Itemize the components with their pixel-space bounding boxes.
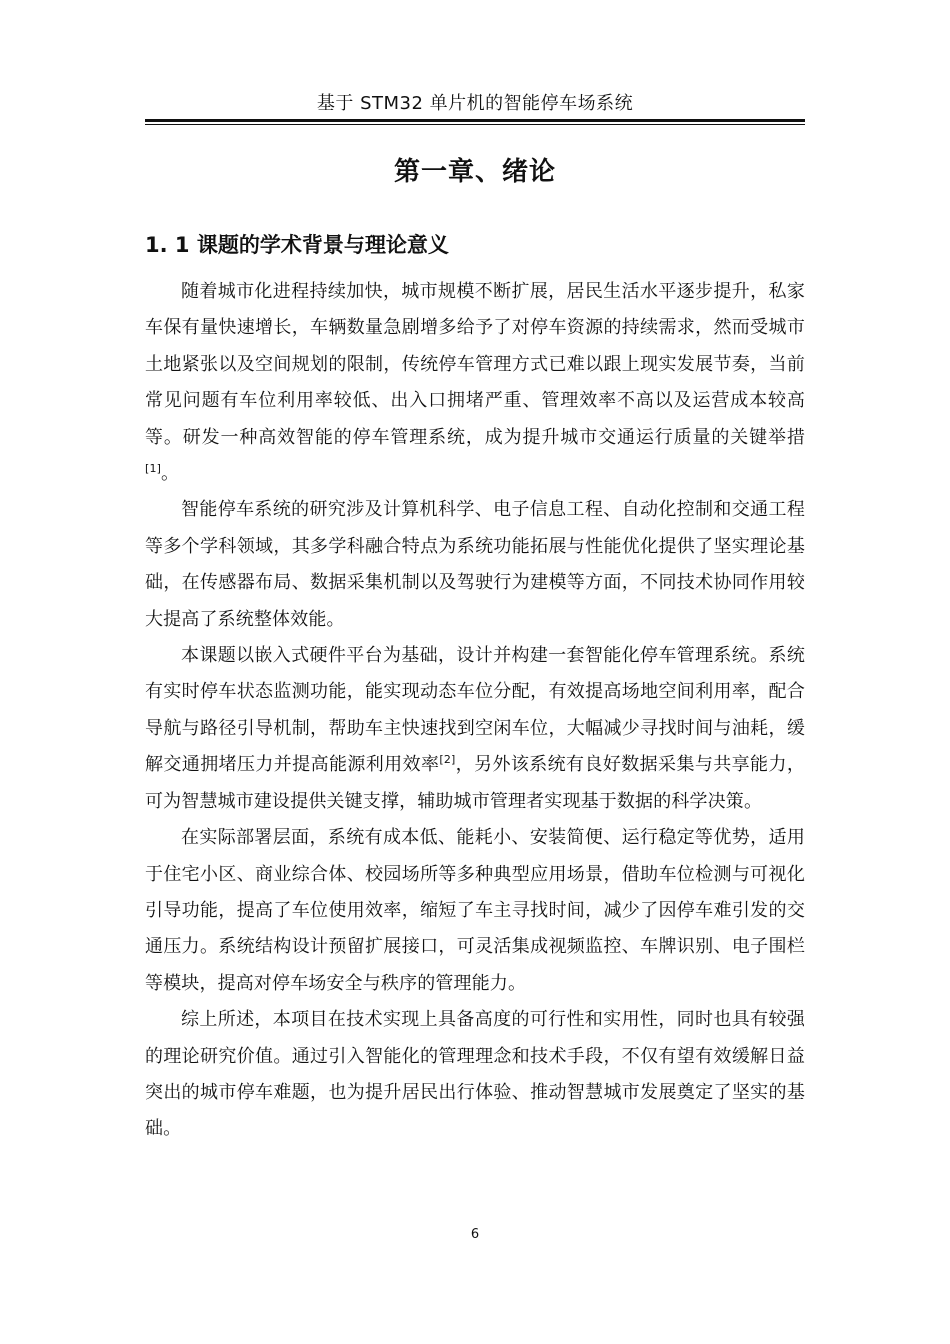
paragraph-1	[145, 274, 805, 492]
paragraph-1-tail: 。	[161, 463, 180, 485]
header-rule	[145, 119, 805, 122]
chapter-title: 第一章、绪论	[393, 157, 556, 187]
paragraph-5: 综上所述，本项目在技术实现上具备高度的可行性和实用性，同时也具有较强的理论研究价值。通过引入智能化的管理理念和技术手段，不仅有望有效缓解日益突出的城市停车难题，也为提升居民出行体验、推动智慧城市发展奠定了坚实的基础。	[145, 1009, 805, 1140]
page-number: 6	[470, 1227, 480, 1242]
header-rule-thin	[145, 124, 805, 125]
paragraph-3	[145, 638, 805, 820]
paragraph-2: 智能停车系统的研究涉及计算机科学、电子信息工程、自动化控制和交通工程等多个学科领域，其多学科融合特点为系统功能拓展与性能优化提供了坚实理论基础，在传感器布局、数据采集机制以及驾驶行为建模等方面，不同技术协同作用较大提高了系统整体效能。	[145, 499, 805, 630]
paragraph-3-text: 本课题以嵌入式硬件平台为基础，设计并构建一套智能化停车管理系统。系统有实时停车状态监测功能，能实现动态车位分配，有效提高场地空间利用率，配合导航与路径引导机制，帮助车主快速找到空闲车位，大幅减少寻找时间与油耗，缓解交通拥堵压力并提高能源利用效率	[145, 645, 805, 776]
paragraph-1-text: 随着城市化进程持续加快，城市规模不断扩展，居民生活水平逐步提升，私家车保有量快速增长，车辆数量急剧增多给予了对停车资源的持续需求，然而受城市土地紧张以及空间规划的限制，传统停车管理方式已难以跟上现实发展节奏，当前常见问题有车位利用率较低、出入口拥堵严重、管理效率不高以及运营成本较高等。研发一种高效智能的停车管理系统，成为提升城市交通运行质量的关键举措	[145, 281, 805, 448]
citation-2: [2]	[439, 753, 456, 767]
paragraph-4: 在实际部署层面，系统有成本低、能耗小、安装简便、运行稳定等优势，适用于住宅小区、商业综合体、校园场所等多种典型应用场景，借助车位检测与可视化引导功能，提高了车位使用效率，缩短了车主寻找时间，减少了因停车难引发的交通压力。系统结构设计预留扩展接口，可灵活集成视频监控、车牌识别、电子围栏等模块，提高对停车场安全与秩序的管理能力。	[145, 827, 805, 994]
body-text	[145, 274, 805, 1148]
citation-1: [1]	[145, 462, 162, 476]
running-header: 基于 STM32 单片机的智能停车场系统	[316, 93, 634, 114]
section-heading: 1. 1 课题的学术背景与理论意义	[145, 233, 449, 257]
paragraph-3-tail: ，另外该系统有良好数据采集与共享能力，可为智慧城市建设提供关键支撑，辅助城市管理者实现基于数据的科学决策。	[145, 754, 805, 812]
